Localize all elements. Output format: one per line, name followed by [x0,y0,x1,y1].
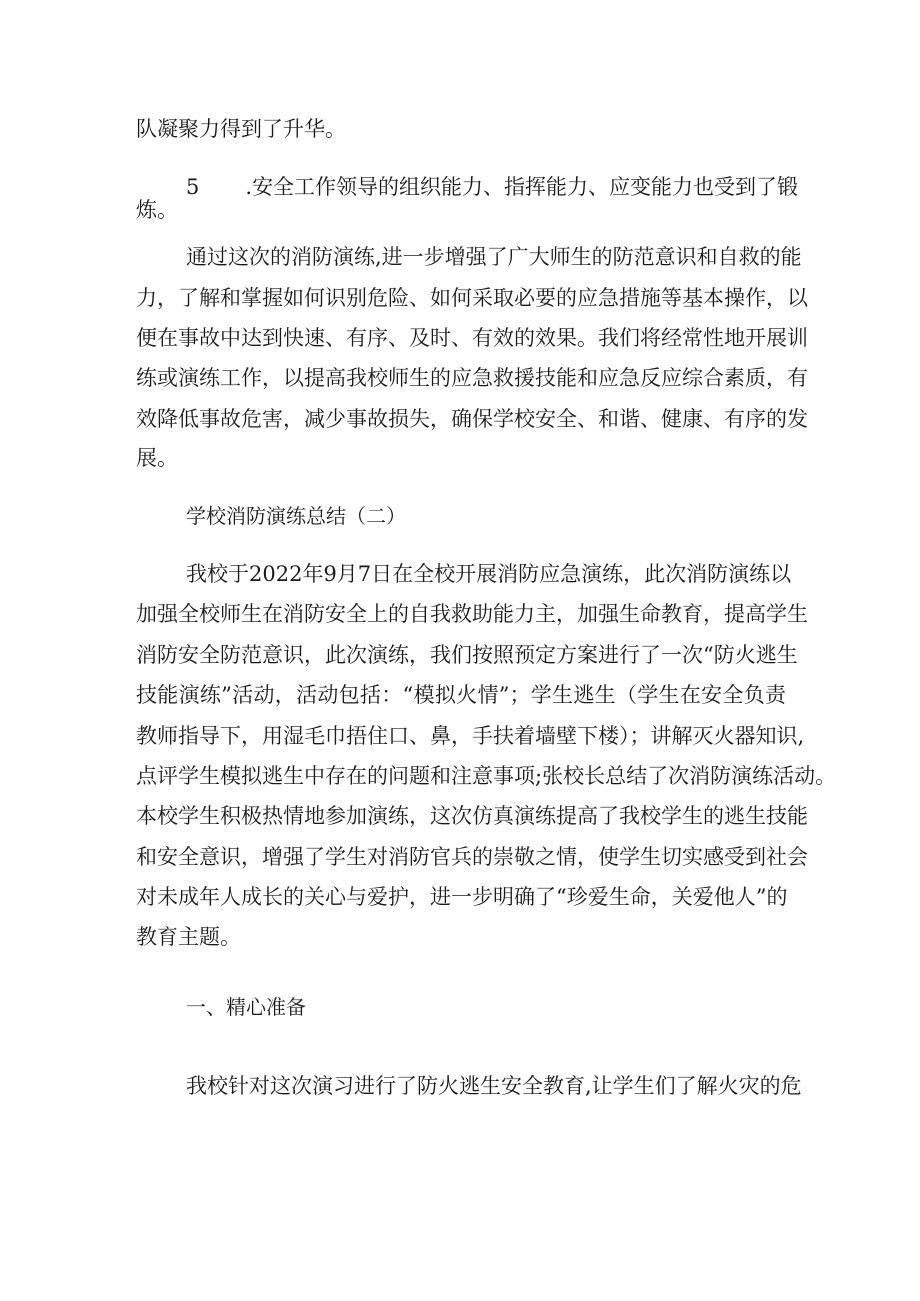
paragraph-line: 对未成年人成长的关心与爱护，进一步明确了“珍爱生命，关爱他人”的 [136,885,788,909]
paragraph-line: 队凝聚力得到了升华。 [136,117,346,141]
item-text: 安全工作领导的组织能力、指挥能力、应变能力也受到了锻 [252,175,799,199]
paragraph-line: 便在事故中达到快速、有序、及时、有效的效果。我们将经常性地开展训 [136,326,808,350]
section-heading: 一、精心准备 [186,995,306,1019]
paragraph-line: 教师指导下，用湿毛巾捂住口、鼻，手扶着墙壁下楼）；讲解灭火器知识, [136,724,805,748]
paragraph-line: 本校学生积极热情地参加演练，这次仿真演练提高了我校学生的逃生技能 [136,804,808,828]
paragraph-line: 力，了解和掌握如何识别危险、如何采取必要的应急措施等基本操作，以 [136,286,808,310]
paragraph-line: 点评学生模拟逃生中存在的问题和注意事项;张校长总结了次消防演练活动。 [136,764,837,788]
section-title: 学校消防演练总结（二） [186,504,406,528]
paragraph-line: 消防安全防范意识，此次演练，我们按照预定方案进行了一次“防火逃生 [136,643,798,667]
paragraph-line: 展。 [136,446,178,470]
item-number: 5 [186,175,200,199]
paragraph-line: 技能演练”活动，活动包括：“模拟火情”；学生逃生（学生在安全负责 [136,683,786,707]
paragraph-line: 教育主题。 [136,925,241,949]
item-prefix: . [245,175,253,199]
paragraph-line: 练或演练工作，以提高我校师生的应急救援技能和应急反应综合素质，有 [136,366,808,390]
paragraph-line: 和安全意识，增强了学生对消防官兵的崇敬之情，使学生切实感受到社会 [136,845,808,869]
paragraph-first-line: 我校于2022年9月7日在全校开展消防应急演练，此次消防演练以 [186,562,792,586]
paragraph-first-line: 通过这次的消防演练,进一步增强了广大师生的防范意识和自救的能 [186,245,802,269]
paragraph-line: 效降低事故危害，减少事故损失，确保学校安全、和谐、健康、有序的发 [136,407,808,431]
paragraph-first-line: 我校针对这次演习进行了防火逃生安全教育,让学生们了解火灾的危 [186,1074,802,1098]
paragraph-line: 加强全校师生在消防安全上的自我救助能力主，加强生命教育，提高学生 [136,602,808,626]
paragraph-line: 炼。 [136,198,178,222]
